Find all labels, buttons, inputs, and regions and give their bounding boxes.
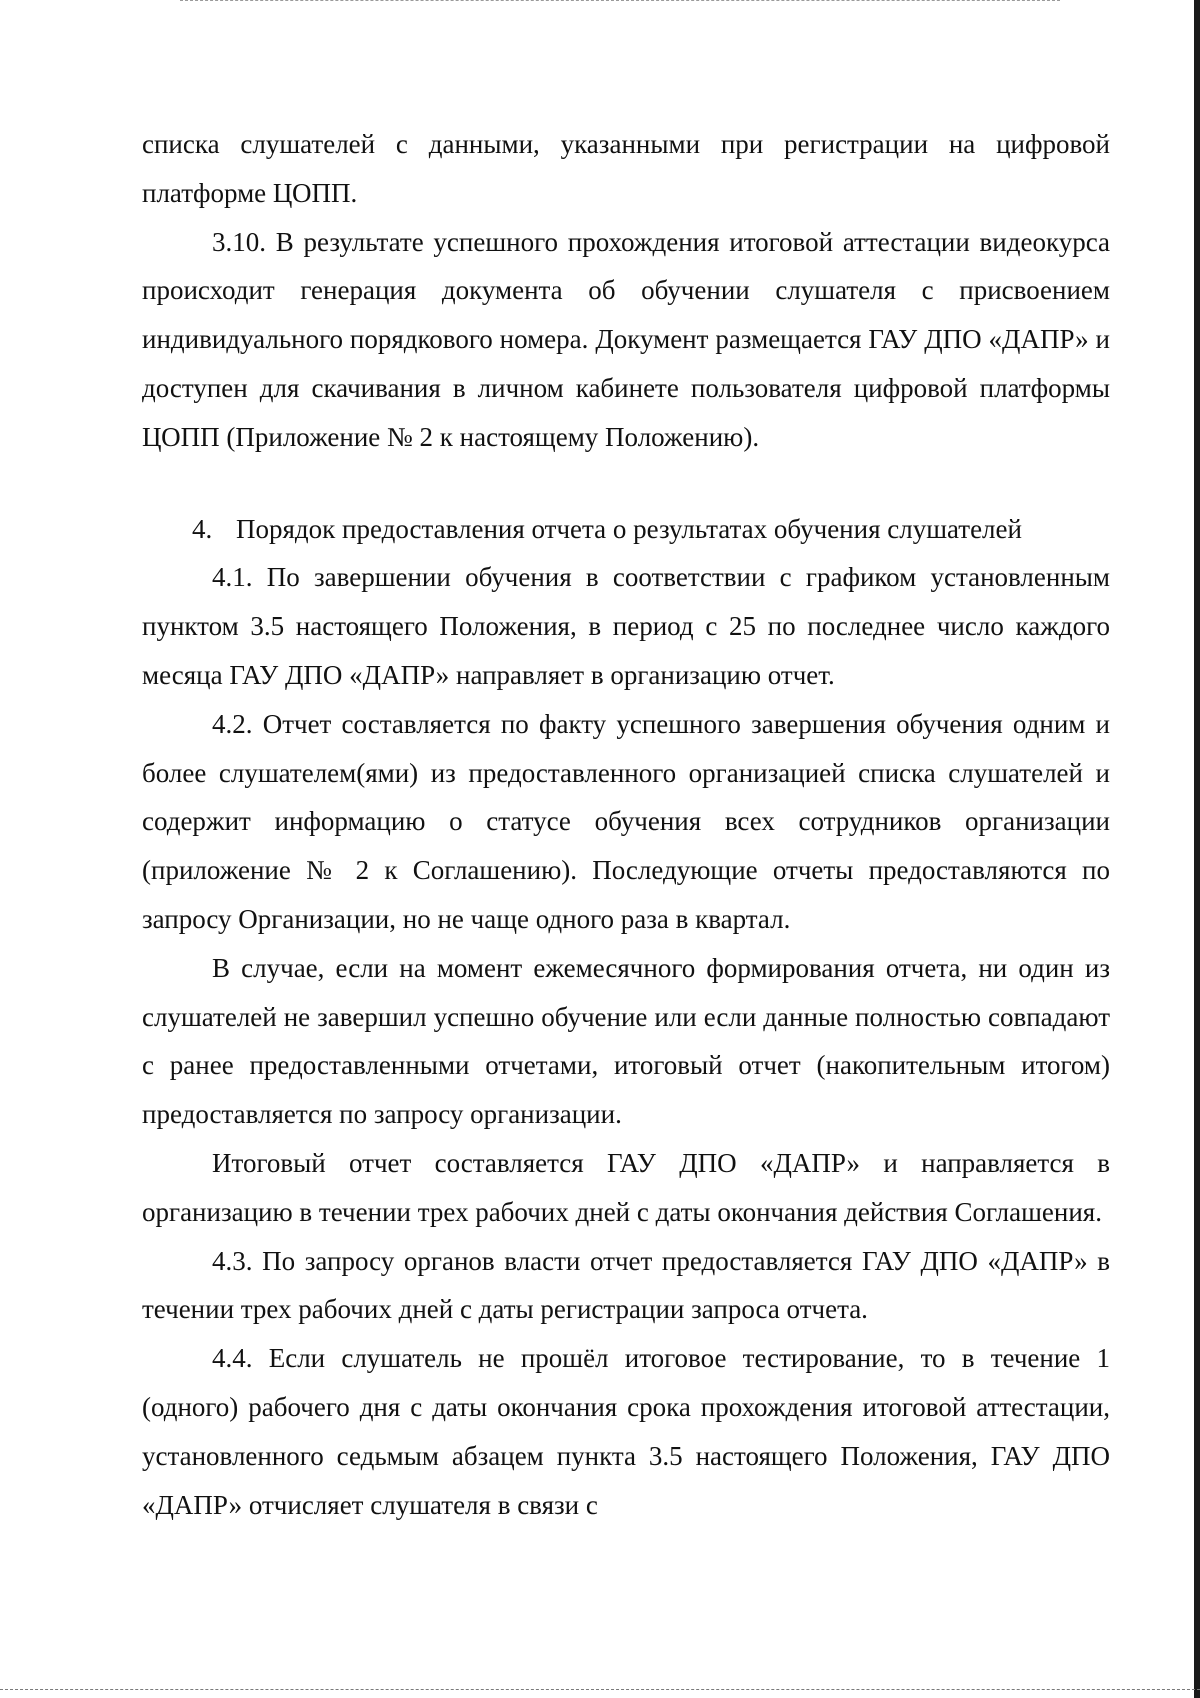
document-page [142,120,1110,1529]
section-4-title: Порядок предоставления отчета о результатах обучения слушателей [236,513,1022,544]
paragraph-4-2-final-report: Итоговый отчет составляется ГАУ ДПО «ДАПР» и направляется в организацию в течении трех рабочих дней с даты окончания действия Соглашения. [142,1147,1110,1227]
paragraph-continuation: списка слушателей с данными, указанными при регистрации на цифровой платформе ЦОПП. [142,129,1110,208]
paragraph-4-2-case: В случае, если на момент ежемесячного формирования отчета, ни один из слушателей не завершил успешно обучение или если данные полностью совпадают с ранее предоставленными отчетами, итоговый отчет (накопительным итогом) предоставляется по запросу организации. [142,952,1110,1130]
section-4-heading [142,505,1110,554]
section-4-number: 4. [192,513,213,544]
paragraph-3-10: 3.10. В результате успешного прохождения итоговой аттестации видеокурса происходит генерация документа об обучении слушателя с присвоением индивидуального порядкового номера. Документ размещается ГАУ ДПО «ДАПР» и доступен для скачивания в личном кабинете пользователя цифровой платформы ЦОПП (Приложение № 2 к настоящему Положению). [142,226,1110,452]
scan-edge-top [180,0,1060,3]
paragraph-4-2: 4.2. Отчет составляется по факту успешного завершения обучения одним и более слушателем(ями) из предоставленного организацией списка слушателей и содержит информацию о статусе обучения всех сотрудников организации (приложение № 2 к Соглашению). Последующие отчеты предоставляются по запросу Организации, но не чаще одного раза в квартал. [142,708,1110,934]
paragraph-4-4: 4.4. Если слушатель не прошёл итоговое тестирование, то в течение 1 (одного) рабочего дня с даты окончания срока прохождения итоговой аттестации, установленного седьмым абзацем пункта 3.5 настоящего Положения, ГАУ ДПО «ДАПР» отчисляет слушателя в связи с [142,1343,1110,1520]
paragraph-4-3: 4.3. По запросу органов власти отчет предоставляется ГАУ ДПО «ДАПР» в течении трех рабочих дней с даты регистрации запроса отчета. [142,1245,1110,1325]
scan-edge-bottom [0,1689,1200,1692]
scan-edge-right [1194,0,1200,1698]
paragraph-4-1: 4.1. По завершении обучения в соответствии с графиком установленным пунктом 3.5 настоящего Положения, в период с 25 по последнее число каждого месяца ГАУ ДПО «ДАПР» направляет в организацию отчет. [142,562,1110,690]
